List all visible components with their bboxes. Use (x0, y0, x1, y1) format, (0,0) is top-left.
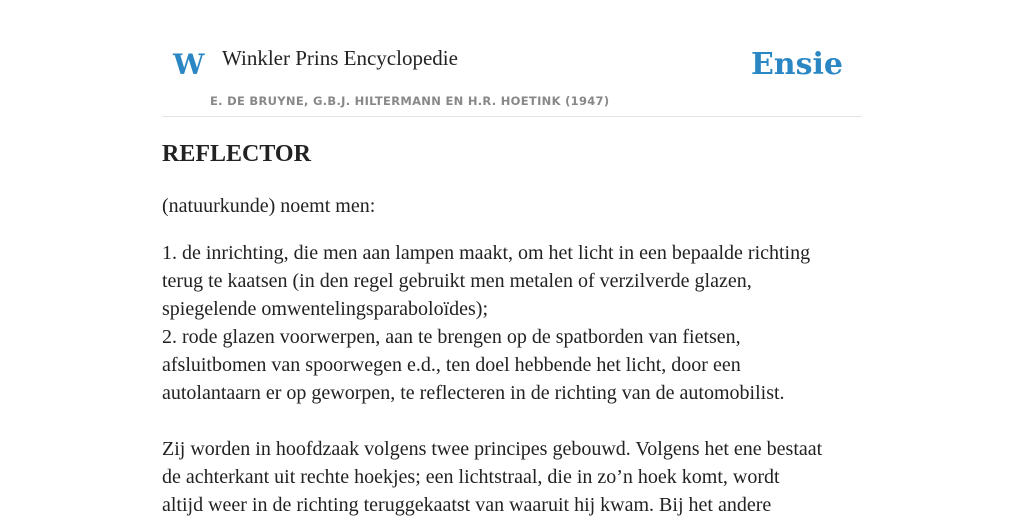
winkler-prins-logo[interactable]: W (173, 48, 205, 81)
article-paragraph-principles (162, 435, 862, 519)
article-title: REFLECTOR (162, 141, 311, 167)
text-line: 2. rode glazen voorwerpen, aan te brengen op de spatborden van fietsen, (162, 326, 741, 348)
text-line: Zij worden in hoofdzaak volgens twee principes gebouwd. Volgens het ene bestaat (162, 438, 823, 460)
text-line: terug te kaatsen (in den regel gebruikt men metalen of verzilverde glazen, (162, 270, 752, 292)
text-line: spiegelende omwentelingsparaboloïdes); (162, 298, 489, 320)
ensie-logo[interactable]: Ensie (750, 47, 843, 82)
site-header (162, 30, 862, 117)
text-line: altijd weer in de richting teruggekaatst van waaruit hij kwam. Bij het andere (162, 494, 772, 516)
text-line: 1. de inrichting, die men aan lampen maakt, om het licht in een bepaalde richting (162, 242, 811, 264)
article-intro: (natuurkunde) noemt men: (162, 195, 376, 217)
text-line: afsluitbomen van spoorwegen e.d., ten doel hebbende het licht, door een (162, 354, 741, 376)
text-line: de achterkant uit rechte hoekjes; een lichtstraal, die in zo’n hoek komt, wordt (162, 466, 780, 488)
paragraph-gap (162, 407, 862, 435)
book-title[interactable]: Winkler Prins Encyclopedie (222, 46, 458, 70)
article (162, 138, 862, 519)
text-line: autolantaarn er op geworpen, te reflecteren in de richting van de automobilist. (162, 382, 785, 404)
article-paragraph-definitions (162, 239, 862, 407)
book-authors: E. DE BRUYNE, G.B.J. HILTERMANN EN H.R. HOETINK (1947) (210, 94, 610, 108)
